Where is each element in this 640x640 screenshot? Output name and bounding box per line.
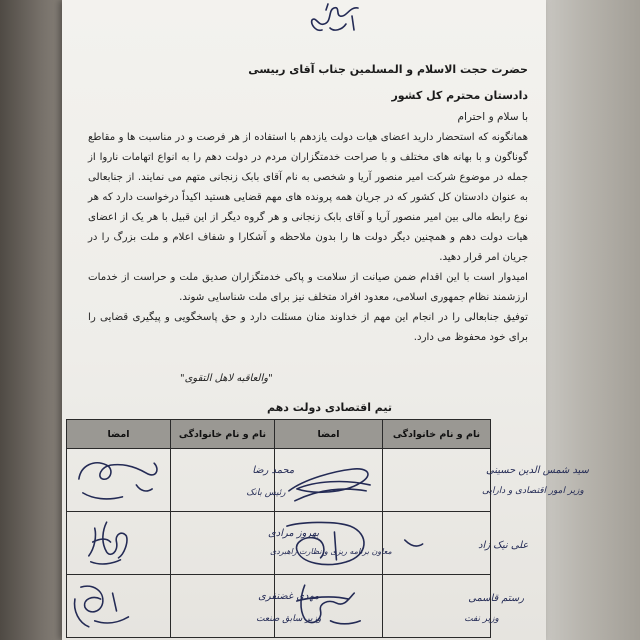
handwritten-role: معاون برنامه ریزی و نظارت راهبردی [270, 546, 392, 556]
handwritten-role: رئیس بانک [246, 487, 286, 498]
addressee-position: دادستان محترم کل کشور [391, 89, 528, 102]
body-paragraph: توفیق جنابعالی را در انجام این مهم از خداوند منان مسئلت دارد و حق پاسخگویی و پیگیری قضایی را برای خود محفوظ می دارد. [88, 312, 528, 343]
top-signature-mark [306, 2, 364, 38]
handwritten-signature [275, 512, 382, 574]
handwritten-signature [67, 512, 170, 574]
handwritten-role: وزیر نفت [464, 613, 499, 624]
column-header: نام و نام خانوادگی [383, 420, 491, 449]
addressee-title: حضرت حجت الاسلام و المسلمین جناب آقای رییسی [248, 63, 528, 76]
handwritten-name: محمد رضا [252, 465, 295, 477]
handwritten-role: وزیر امور اقتصادی و دارایی [482, 485, 584, 496]
pen-flourish [405, 540, 423, 546]
handwritten-name: بهروز مرادی [268, 528, 320, 540]
handwritten-name: مهدی غضنفری [258, 591, 320, 603]
letter-sheet [62, 0, 589, 640]
body-paragraph: همانگونه که استحضار دارید اعضای هیات دولت یازدهم با استفاده از هر فرصت و در مناسبت ها و مقاطع گوناگون و با بهانه های مختلف و با صراحت خدمتگزاران مردم در دولت دهم را به انواع اتهامات ناروا از جمله در موضوع شرکت امیر منصور آریا و شخصی به نام آقای بابک زنجانی متهم می نمایند. از جنابعالی به عنوان دادستان کل کشور که در جریان همه پرونده های مهم قضایی هستید اکیداً درخواست دارد که هر نوع رابطه مالی بین امیر منصور آریا و آقای بابک زنجانی و هر گروه دیگر از این قبیل با هر یک از اعضای هیات دولت دهم و همچنین دیگر دولت ها را بدون ملاحظه و آشکارا و شفاف اعلام و ملت بزرگ را در جریان امر قرار دهید. [88, 132, 528, 263]
handwritten-signature [67, 449, 170, 511]
column-header: نام و نام خانوادگی [171, 420, 275, 449]
greeting: با سلام و احترام [457, 111, 528, 123]
column-header: امضا [67, 420, 171, 449]
body-paragraph: امیدوار است با این اقدام ضمن صیانت از سلامت و پاکی خدمتگزاران صدیق ملت و حراست از خدمات ارزشمند نظام جمهوری اسلامی، معدود افراد متخلف نیز برای ملت شناسایی شوند. [88, 272, 528, 303]
column-header: امضا [275, 420, 383, 449]
handwritten-signature [67, 575, 170, 637]
signatures-table [66, 419, 589, 638]
signature-cell [67, 449, 171, 512]
handwritten-signature [275, 449, 382, 511]
letter-body [88, 128, 528, 348]
table-row [67, 449, 491, 512]
signature-cell [275, 449, 383, 512]
name-cell [171, 512, 392, 575]
closing-phrase: "والعاقبه لاهل التقوی" [180, 373, 273, 384]
name-cell [383, 575, 524, 638]
name-cell [383, 512, 529, 575]
name-cell [171, 449, 295, 512]
signature-cell [67, 575, 171, 638]
name-cell [383, 449, 589, 512]
name-cell [171, 575, 322, 638]
handwritten-role: وزیر سابق صنعت [256, 613, 322, 624]
signature-cell [275, 512, 383, 575]
handwritten-name: رستم قاسمی [468, 593, 524, 605]
handwritten-name: سید شمس الدین حسینی [486, 465, 589, 477]
desk-background-left [0, 0, 70, 640]
handwritten-signature [275, 575, 382, 637]
signature-cell [67, 512, 171, 575]
table-row [67, 575, 491, 638]
signature-cell [275, 575, 383, 638]
table-header-row [67, 420, 491, 449]
table-row [67, 512, 491, 575]
signatures-table-title: تیم اقتصادی دولت دهم [267, 401, 393, 414]
desk-background-right [542, 0, 640, 640]
handwritten-name: علی نیک زاد [478, 539, 529, 551]
